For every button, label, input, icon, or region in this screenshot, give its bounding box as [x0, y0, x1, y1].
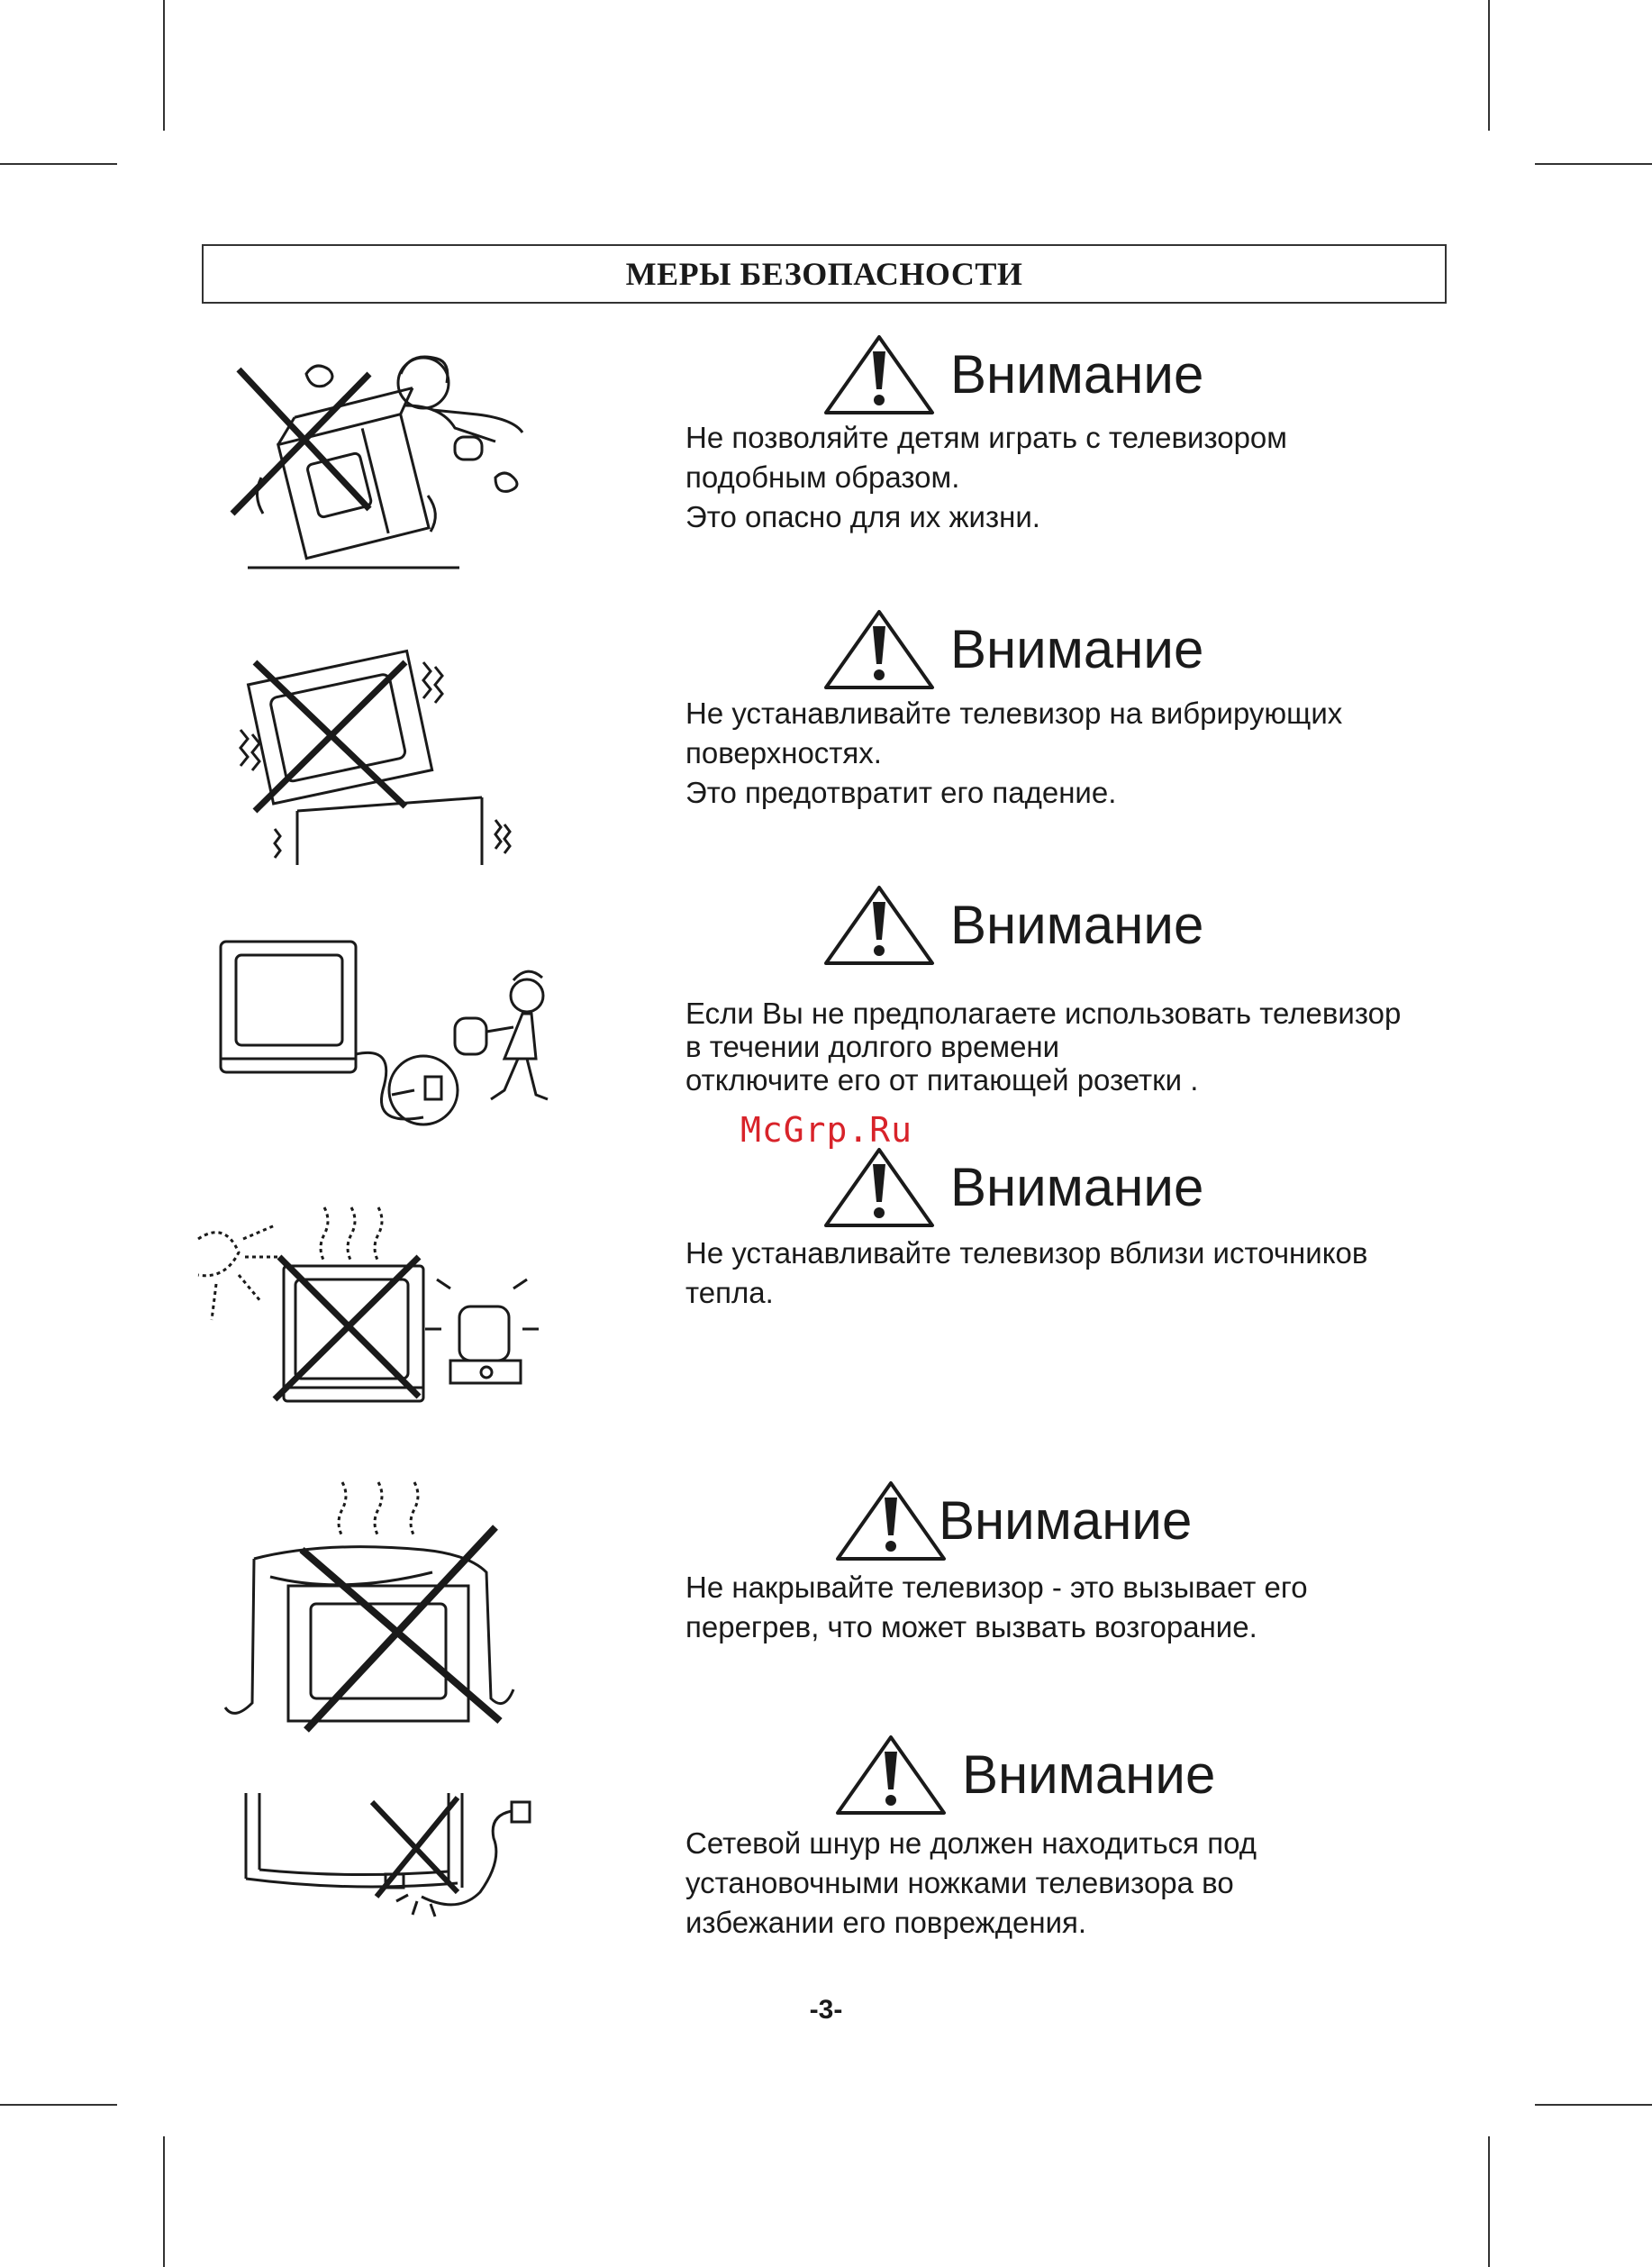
warning-heading-2	[822, 608, 1203, 691]
warning-text-3	[685, 997, 1496, 1097]
warning-title: Внимание	[950, 895, 1204, 955]
text-line: Это опасно для их жизни.	[685, 500, 1040, 533]
crop-mark	[163, 2136, 165, 2267]
crop-mark	[163, 0, 165, 131]
covered-tv-crossed-icon	[216, 1478, 522, 1739]
warning-text-4	[685, 1234, 1496, 1313]
text-line: в течении долгого времени	[685, 1030, 1060, 1063]
warning-title: Внимание	[950, 1157, 1204, 1217]
warning-title: Внимание	[962, 1744, 1216, 1805]
text-line: отключите его от питающей розетки .	[685, 1063, 1199, 1097]
text-line: установочными ножками телевизора во	[685, 1866, 1234, 1899]
warning-text-5	[685, 1568, 1496, 1647]
page-number: -3-	[809, 1995, 843, 2025]
text-line: Не устанавливайте телевизор на вибрирующих	[685, 696, 1343, 730]
text-line: Если Вы не предполагаете использовать телевизор	[685, 997, 1402, 1030]
warning-title: Внимание	[939, 1490, 1193, 1551]
crop-mark	[1535, 163, 1652, 165]
cord-under-tv-crossed-icon	[241, 1789, 539, 1924]
crop-mark	[0, 163, 117, 165]
text-line: поверхностях.	[685, 736, 882, 769]
crop-mark	[1535, 2104, 1652, 2106]
text-line: Не накрывайте телевизор - это вызывает его	[685, 1571, 1308, 1604]
child-climbing-tv-crossed-icon	[225, 342, 540, 577]
unplug-tv-icon	[216, 937, 567, 1144]
text-line: перегрев, что может вызвать возгорание.	[685, 1610, 1257, 1643]
page-title: МЕРЫ БЕЗОПАСНОСТИ	[625, 256, 1023, 292]
text-line: тепла.	[685, 1276, 774, 1309]
warning-heading-1	[822, 333, 1203, 416]
text-line: Это предотвратит его падение.	[685, 776, 1117, 809]
tv-near-heat-crossed-icon	[189, 1203, 549, 1406]
crop-mark	[1488, 2136, 1490, 2267]
text-line: Не устанавливайте телевизор вблизи источников	[685, 1236, 1368, 1270]
warning-triangle-icon	[822, 1146, 936, 1229]
warning-heading-5	[834, 1479, 1192, 1562]
page-title-box	[202, 244, 1447, 304]
warning-triangle-icon	[822, 608, 936, 691]
text-line: Сетевой шнур не должен находиться под	[685, 1826, 1257, 1860]
warning-heading-6	[834, 1734, 1215, 1816]
warning-triangle-icon	[834, 1734, 948, 1816]
text-line: избежании его повреждения.	[685, 1906, 1087, 1939]
tv-vibrating-surface-crossed-icon	[230, 644, 536, 869]
crop-mark	[1488, 0, 1490, 131]
warning-heading-3	[822, 884, 1203, 967]
text-line: подобным образом.	[685, 460, 960, 494]
warning-triangle-icon	[822, 884, 936, 967]
warning-title: Внимание	[950, 344, 1204, 405]
warning-triangle-icon	[834, 1479, 948, 1562]
text-line: Не позволяйте детям играть с телевизором	[685, 421, 1287, 454]
watermark: McGrp.Ru	[740, 1110, 913, 1150]
warning-text-2	[685, 694, 1496, 813]
crop-mark	[0, 2104, 117, 2106]
warning-heading-4	[822, 1146, 1203, 1229]
warning-triangle-icon	[822, 333, 936, 416]
warning-title: Внимание	[950, 619, 1204, 679]
warning-text-1	[685, 418, 1496, 537]
warning-text-6	[685, 1824, 1496, 1943]
